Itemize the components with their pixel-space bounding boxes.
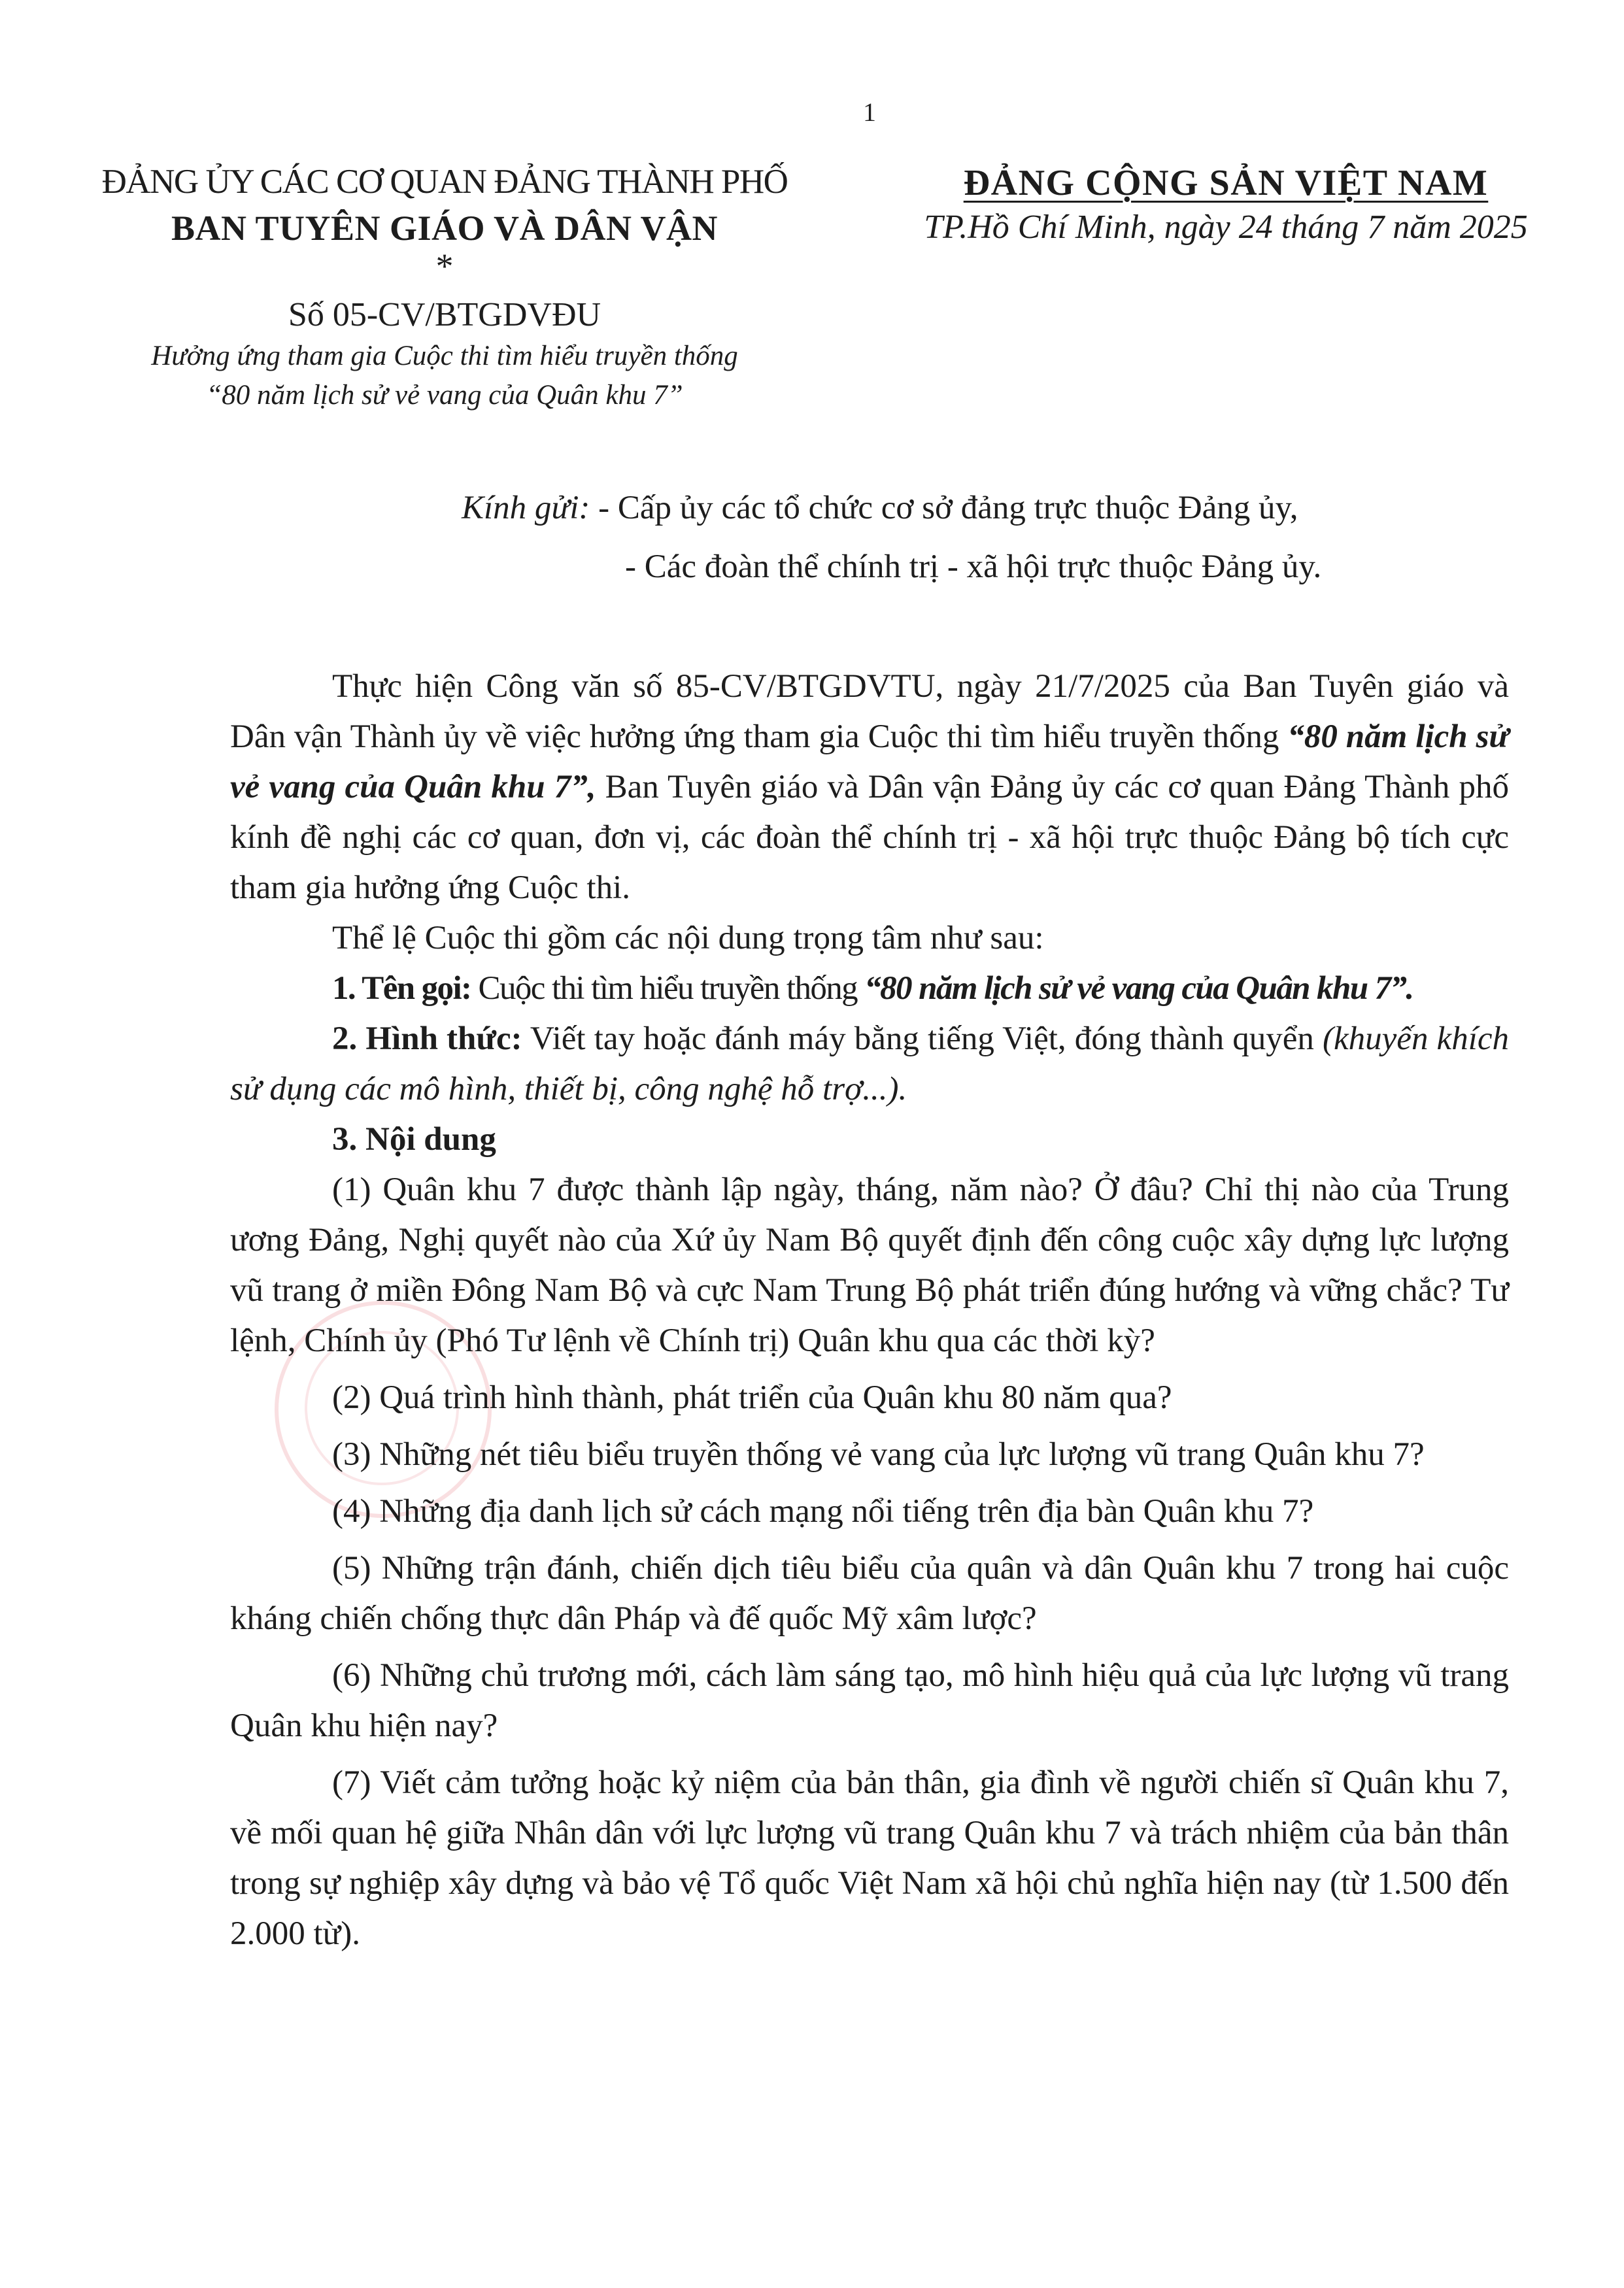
- party-name-heading: ĐẢNG CỘNG SẢN VIỆT NAM: [963, 163, 1489, 203]
- recipients-line1: [462, 489, 1298, 527]
- question-3: (3) Những nét tiêu biểu truyền thống vẻ vang của lực lượng vũ trang Quân khu 7?: [332, 1436, 1425, 1473]
- section-form: 2. Hình thức: Viết tay hoặc đánh máy bằng tiếng Việt, đóng thành quyển (khuyến khích sử dụng các mô hình, thiết bị, công nghệ hỗ trợ...).: [230, 1020, 1510, 1107]
- question-6: (6) Những chủ trương mới, cách làm sáng tạo, mô hình hiệu quả của lực lượng vũ trang Quân khu hiện nay?: [230, 1657, 1509, 1744]
- subject-line2: “80 năm lịch sử vẻ vang của Quân khu 7”: [206, 380, 683, 411]
- recipients-label: Kính gửi:: [462, 490, 590, 526]
- recipient-1: - Cấp ủy các tổ chức cơ sở đảng trực thuộc Đảng ủy,: [598, 490, 1298, 526]
- question-5: (5) Những trận đánh, chiến dịch tiêu biểu của quân và dân Quân khu 7 trong hai cuộc kháng chiến chống thực dân Pháp và đế quốc Mỹ xâm lược?: [230, 1550, 1509, 1637]
- question-7: (7) Viết cảm tưởng hoặc kỷ niệm của bản thân, gia đình về người chiến sĩ Quân khu 7, về mối quan hệ giữa Nhân dân với lực lượng vũ trang Quân khu 7 và trách nhiệm của bản thân trong sự nghiệp xây dựng và bảo vệ Tổ quốc Việt Nam xã hội chủ nghĩa hiện nay (từ 1.500 đến 2.000 từ).: [230, 1764, 1509, 1952]
- question-1: (1) Quân khu 7 được thành lập ngày, tháng, năm nào? Ở đâu? Chỉ thị nào của Trung ương Đảng, Nghị quyết nào của Xứ ủy Nam Bộ quyết định đến công cuộc xây dựng lực lượng vũ trang ở miền Đông Nam Bộ và cực Nam Trung Bộ phát triển đúng hướng và vững chắc? Tư lệnh, Chính ủy (Phó Tư lệnh về Chính trị) Quân khu qua các thời kỳ?: [230, 1171, 1509, 1359]
- rules-intro: Thể lệ Cuộc thi gồm các nội dung trọng tâm như sau:: [332, 920, 1044, 956]
- section-content-heading: 3. Nội dung: [332, 1121, 496, 1158]
- subject-line1: Hưởng ứng tham gia Cuộc thi tìm hiểu truyền thống: [151, 341, 738, 371]
- issuing-org-line2: BAN TUYÊN GIÁO VÀ DÂN VẬN: [171, 209, 719, 248]
- place-date: TP.Hồ Chí Minh, ngày 24 tháng 7 năm 2025: [924, 209, 1528, 246]
- page-number: 1: [863, 97, 876, 127]
- document-number: Số 05-CV/BTGDVĐU: [288, 296, 601, 333]
- question-2: (2) Quá trình hình thành, phát triển của Quân khu 80 năm qua?: [332, 1379, 1172, 1416]
- issuing-org-line1: ĐẢNG ỦY CÁC CƠ QUAN ĐẢNG THÀNH PHỐ: [101, 163, 788, 201]
- document-body: [230, 662, 1509, 1959]
- recipient-2: - Các đoàn thể chính trị - xã hội trực thuộc Đảng ủy.: [625, 548, 1322, 585]
- section-name: 1. Tên gọi: Cuộc thi tìm hiểu truyền thống “80 năm lịch sử vẻ vang của Quân khu 7”.: [332, 970, 1413, 1007]
- separator-star: *: [435, 246, 454, 286]
- intro-paragraph: Thực hiện Công văn số 85-CV/BTGDVTU, ngày 21/7/2025 của Ban Tuyên giáo và Dân vận Thành ủy về việc hưởng ứng tham gia Cuộc thi tìm hiểu truyền thống “80 năm lịch sử vẻ vang của Quân khu 7”, Ban Tuyên giáo và Dân vận Đảng ủy các cơ quan Đảng Thành phố kính đề nghị các cơ quan, đơn vị, các đoàn thể chính trị - xã hội trực thuộc Đảng bộ tích cực tham gia hưởng ứng Cuộc thi.: [230, 668, 1510, 906]
- question-4: (4) Những địa danh lịch sử cách mạng nổi tiếng trên địa bàn Quân khu 7?: [332, 1493, 1314, 1530]
